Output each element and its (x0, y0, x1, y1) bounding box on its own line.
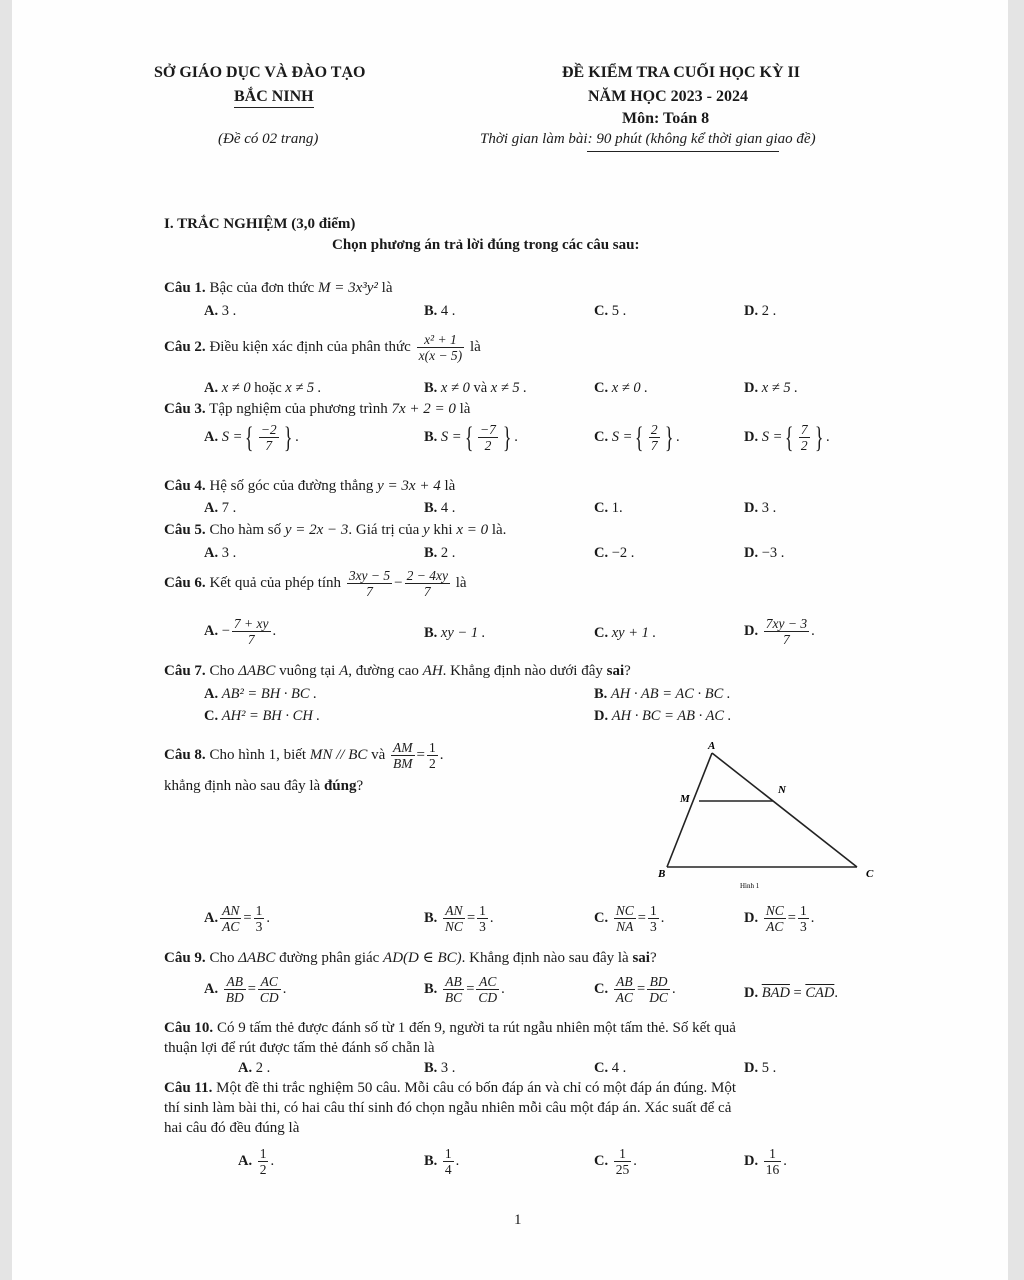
q8-option-d[interactable]: D. $\frac{NC}{AC}$ = $\frac{1}{3}$ . (744, 903, 815, 934)
q3-option-d[interactable]: D. S ={ $\frac{7}{2}$ } . (744, 420, 830, 454)
q6-option-c[interactable]: C. xy + 1 . (594, 625, 657, 641)
q10-option-a[interactable]: A. 2 . (238, 1060, 271, 1076)
q5-option-a[interactable]: A. 3 . (204, 545, 237, 561)
q11-option-b[interactable]: B. $\frac{1}{4}$ . (424, 1146, 460, 1177)
q5-option-b[interactable]: B. 2 . (424, 545, 456, 561)
q1-option-b[interactable]: B. 4 . (424, 303, 456, 319)
question-6: Câu 6. Kết quả của phép tính $\frac{3xy - 5}{7}$ − $\frac{2 - 4xy}{7}$ là (164, 568, 467, 599)
figure-caption: Hình 1 (740, 882, 760, 890)
question-8: Câu 8. Cho hình 1, biết MN // BC và $\frac{AM}{BM}$ = $\frac{1}{2}$ . (164, 740, 444, 771)
time-note: Thời gian làm bài: 90 phút (không kể thời gian giao đề) (480, 131, 816, 147)
q10-option-c[interactable]: C. 4 . (594, 1060, 627, 1076)
point-a-label: A (708, 740, 716, 752)
q11-option-a[interactable]: A. $\frac{1}{2}$ . (238, 1146, 275, 1177)
header-divider (587, 151, 779, 152)
q1-option-c[interactable]: C. 5 . (594, 303, 627, 319)
question-9: Câu 9. Cho ΔABC đường phân giác AD(D ∈ BC). Khẳng định nào sau đây là sai? (164, 950, 657, 966)
side-ab (667, 753, 712, 867)
q7-option-a[interactable]: A. AB² = BH · BC . (204, 686, 317, 702)
q2-option-a[interactable]: A. x ≠ 0 hoặc x ≠ 5 . (204, 380, 322, 396)
q5-option-c[interactable]: C. −2 . (594, 545, 635, 561)
q8-option-a[interactable]: A. $\frac{AN}{AC}$ = $\frac{1}{3}$ . (204, 903, 270, 934)
side-ac (712, 753, 857, 867)
q10-option-b[interactable]: B. 3 . (424, 1060, 456, 1076)
q5-option-d[interactable]: D. −3 . (744, 545, 785, 561)
q3-option-b[interactable]: B. S ={ $\frac{-7}{2}$ } . (424, 420, 518, 454)
q6-option-b[interactable]: B. xy − 1 . (424, 625, 486, 641)
point-m-label: M (680, 793, 690, 805)
question-11-line2: thí sinh làm bài thi, có hai câu thí sinh đó chọn ngẫu nhiên mỗi câu một đáp án. Xác suất để cả (164, 1100, 732, 1116)
question-1: Câu 1. Bậc của đơn thức M = 3x³y² là (164, 280, 393, 296)
q9-option-d[interactable]: D. $\overline{BAD} = \overline{CAD}$. (744, 985, 838, 1001)
triangle-figure (642, 735, 882, 895)
section-title: I. TRẮC NGHIỆM (3,0 điểm) (164, 216, 356, 232)
question-2: Câu 2. Điều kiện xác định của phân thức $\frac{\text{x² + 1}}{x(x - 5)}$ là (164, 332, 481, 363)
question-10-line2: thuận lợi để rút được tấm thẻ đánh số chẵn là (164, 1040, 435, 1056)
question-11: Câu 11. Một đề thi trắc nghiệm 50 câu. Mỗi câu có bốn đáp án và chỉ có một đáp án đúng. Một (164, 1080, 736, 1096)
pages-note: (Đề có 02 trang) (218, 131, 319, 147)
q1-option-a[interactable]: A. 3 . (204, 303, 237, 319)
department-name: SỞ GIÁO DỤC VÀ ĐÀO TẠO (154, 64, 366, 81)
q1-option-d[interactable]: D. 2 . (744, 303, 777, 319)
q10-option-d[interactable]: D. 5 . (744, 1060, 777, 1076)
q2-option-b[interactable]: B. x ≠ 0 và x ≠ 5 . (424, 380, 527, 396)
q9-option-b[interactable]: B. $\frac{AB}{BC}$ = $\frac{AC}{CD}$ . (424, 974, 505, 1005)
q3-option-a[interactable]: A. S ={ $\frac{-2}{7}$ } . (204, 420, 299, 454)
question-3: Câu 3. Tập nghiệm của phương trình 7x + 2 = 0 là (164, 401, 471, 417)
point-n-label: N (778, 784, 786, 796)
question-11-line3: hai câu đó đều đúng là (164, 1120, 300, 1136)
q4-option-b[interactable]: B. 4 . (424, 500, 456, 516)
school-year: NĂM HỌC 2023 - 2024 (588, 88, 748, 105)
q9-option-c[interactable]: C. $\frac{AB}{AC}$ = $\frac{BD}{DC}$ . (594, 974, 676, 1005)
q7-option-c[interactable]: C. AH² = BH · CH . (204, 708, 321, 724)
q8-option-b[interactable]: B. $\frac{AN}{NC}$ = $\frac{1}{3}$ . (424, 903, 494, 934)
q3-option-c[interactable]: C. S ={ $\frac{2}{7}$ } . (594, 420, 680, 454)
question-8-line2: khẳng định nào sau đây là đúng? (164, 778, 364, 794)
question-5: Câu 5. Cho hàm số y = 2x − 3. Giá trị của y khi x = 0 là. (164, 522, 507, 538)
section-instruction: Chọn phương án trả lời đúng trong các câu sau: (332, 237, 640, 253)
subject: Môn: Toán 8 (622, 110, 710, 127)
question-7: Câu 7. Cho ΔABC vuông tại A, đường cao AH. Khẳng định nào dưới đây sai? (164, 663, 631, 679)
point-b-label: B (658, 868, 666, 880)
q2-option-c[interactable]: C. x ≠ 0 . (594, 380, 648, 396)
q9-option-a[interactable]: A. $\frac{AB}{BD}$ = $\frac{AC}{CD}$ . (204, 974, 287, 1005)
q6-option-a[interactable]: A. − $\frac{7 + xy}{7}$ . (204, 616, 277, 647)
q2-option-d[interactable]: D. x ≠ 5 . (744, 380, 798, 396)
q2-fraction: $\frac{\text{x² + 1}}{x(x - 5)}$ (418, 332, 463, 363)
exam-title: ĐỀ KIỂM TRA CUỐI HỌC KỲ II (562, 64, 800, 81)
q7-option-b[interactable]: B. AH · AB = AC · BC . (594, 686, 731, 702)
q11-option-c[interactable]: C. $\frac{1}{25}$ . (594, 1146, 637, 1177)
exam-page (12, 0, 1008, 1280)
q4-option-a[interactable]: A. 7 . (204, 500, 237, 516)
question-10: Câu 10. Có 9 tấm thẻ được đánh số từ 1 đến 9, người ta rút ngẫu nhiên một tấm thẻ. Số kết quả (164, 1020, 736, 1036)
q7-option-d[interactable]: D. AH · BC = AB · AC . (594, 708, 732, 724)
q8-option-c[interactable]: C. $\frac{NC}{NA}$ = $\frac{1}{3}$ . (594, 903, 665, 934)
q6-option-d[interactable]: D. $\frac{7xy - 3}{7}$ . (744, 616, 815, 647)
page-number: 1 (514, 1212, 522, 1228)
q11-option-d[interactable]: D. $\frac{1}{16}$ . (744, 1146, 787, 1177)
q4-option-d[interactable]: D. 3 . (744, 500, 777, 516)
province-name: BẮC NINH (234, 88, 314, 108)
q4-option-c[interactable]: C. 1. (594, 500, 623, 516)
point-c-label: C (866, 868, 874, 880)
question-4: Câu 4. Hệ số góc của đường thẳng y = 3x + 4 là (164, 478, 456, 494)
